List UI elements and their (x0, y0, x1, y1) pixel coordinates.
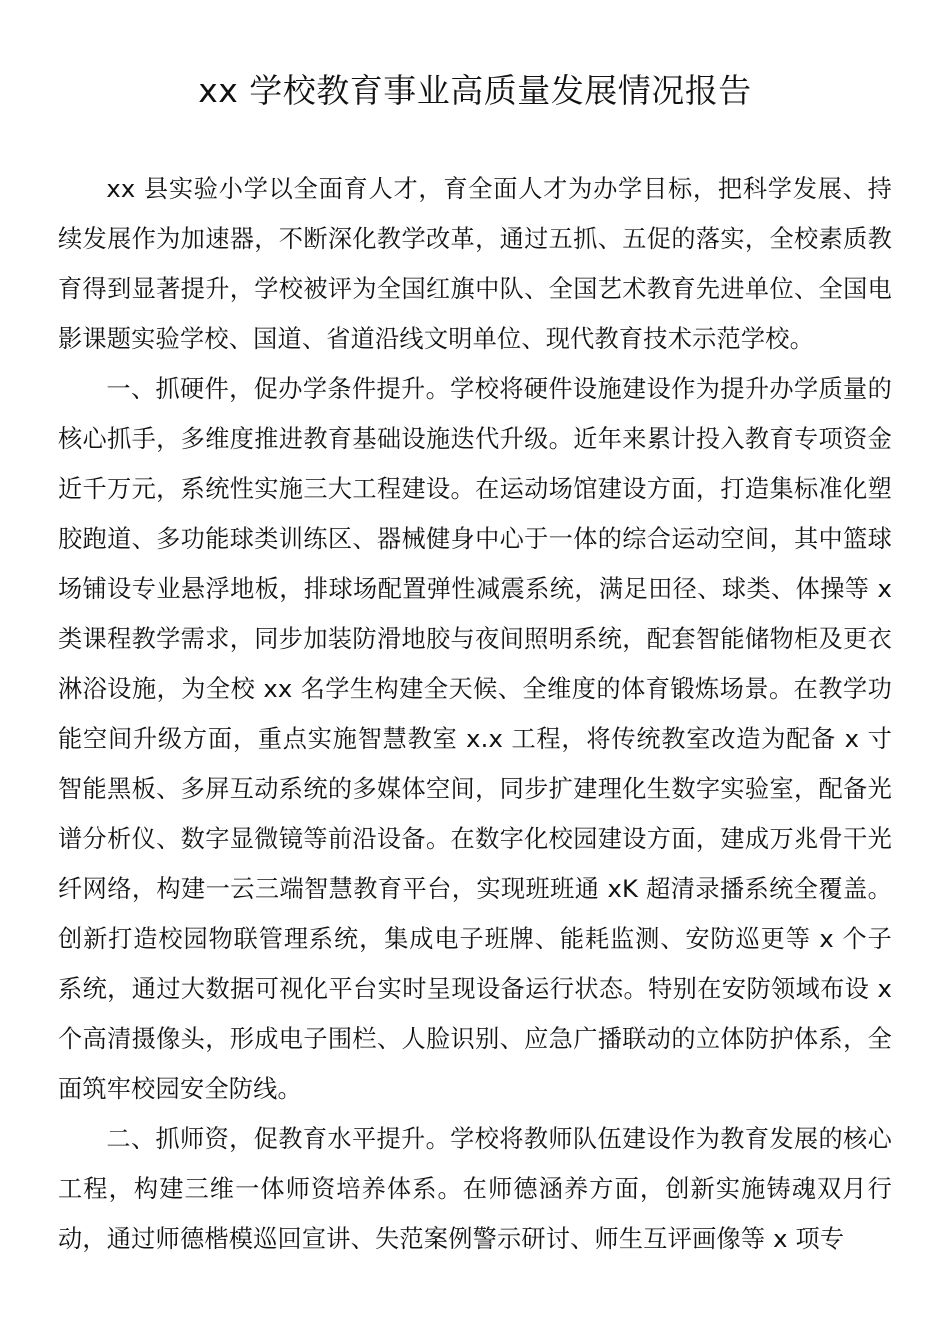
paragraph-hardware: 一、抓硬件，促办学条件提升。学校将硬件设施建设作为提升办学质量的核心抓手，多维度推进教育基础设施迭代升级。近年来累计投入教育专项资金近千万元，系统性实施三大工程建设。在运动场馆建设方面，打造集标准化塑胶跑道、多功能球类训练区、器械健身中心于一体的综合运动空间，其中篮球场铺设专业悬浮地板，排球场配置弹性减震系统，满足田径、球类、体操等 x 类课程教学需求，同步加装防滑地胶与夜间照明系统，配套智能储物柜及更衣淋浴设施，为全校 xx 名学生构建全天候、全维度的体育锻炼场景。在教学功能空间升级方面，重点实施智慧教室 x.x 工程，将传统教室改造为配备 x 寸智能黑板、多屏互动系统的多媒体空间，同步扩建理化生数字实验室，配备光谱分析仪、数字显微镜等前沿设备。在数字化校园建设方面，建成万兆骨干光纤网络，构建一云三端智慧教育平台，实现班班通 xK 超清录播系统全覆盖。创新打造校园物联管理系统，集成电子班牌、能耗监测、安防巡更等 x 个子系统，通过大数据可视化平台实时呈现设备运行状态。特别在安防领域布设 x 个高清摄像头，形成电子围栏、人脸识别、应急广播联动的立体防护体系，全面筑牢校园安全防线。 (58, 375, 892, 1103)
paragraph-teachers: 二、抓师资，促教育水平提升。学校将教师队伍建设作为教育发展的核心工程，构建三维一体师资培养体系。在师德涵养方面，创新实施铸魂双月行动，通过师德楷模巡回宣讲、失范案例警示研讨、师生互评画像等 x 项专 (58, 1125, 892, 1253)
document-body (58, 164, 892, 1264)
document-title: xx 学校教育事业高质量发展情况报告 (198, 71, 752, 110)
paragraph-intro: xx 县实验小学以全面育人才，育全面人才为办学目标，把科学发展、持续发展作为加速器，不断深化教学改革，通过五抓、五促的落实，全校素质教育得到显著提升，学校被评为全国红旗中队、全国艺术教育先进单位、全国电影课题实验学校、国道、省道沿线文明单位、现代教育技术示范学校。 (58, 175, 892, 353)
